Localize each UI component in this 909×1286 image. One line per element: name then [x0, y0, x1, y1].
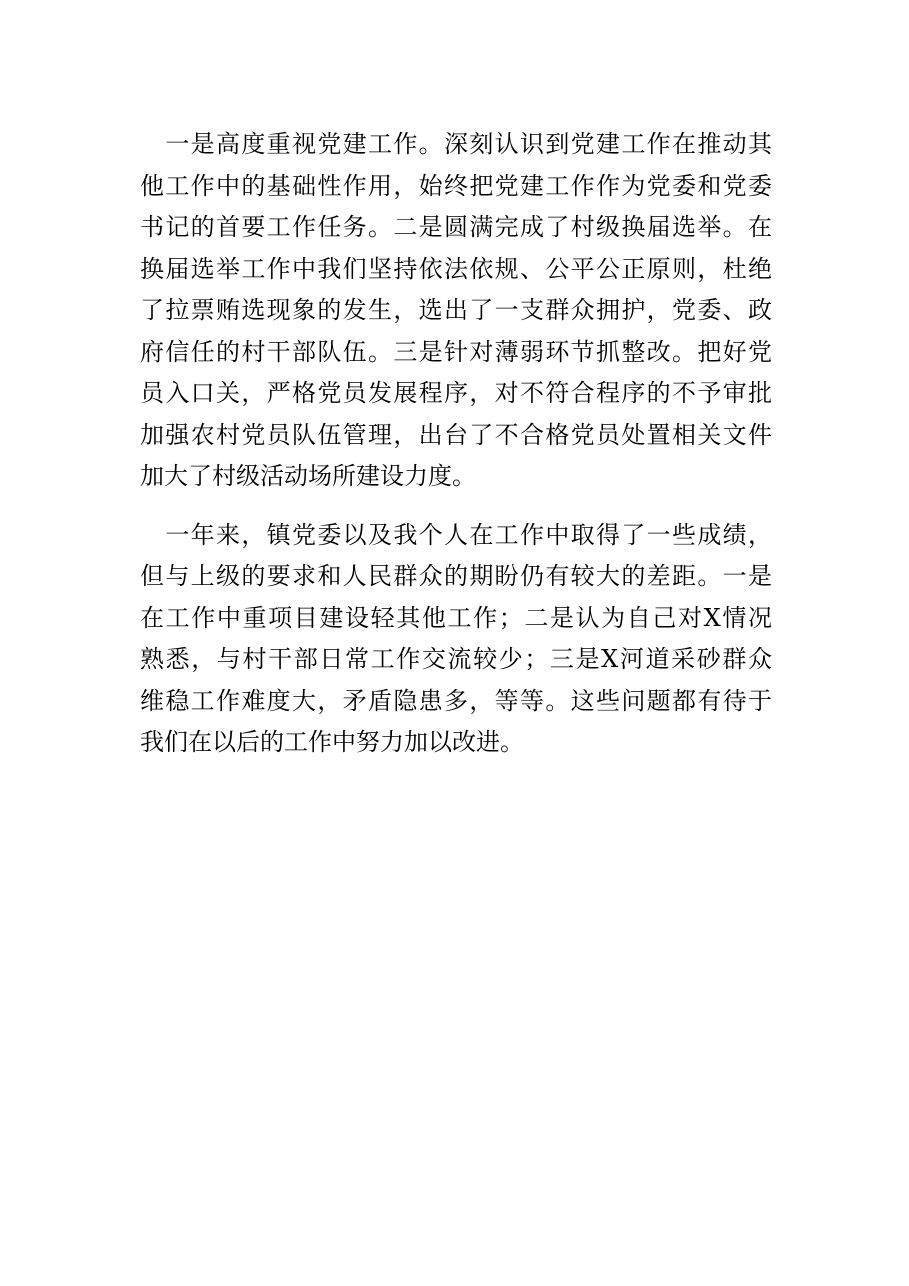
text-line: 维稳工作难度大，矛盾隐患多，等等。这些问题都有待于	[140, 686, 772, 715]
text-line: 换届选举工作中我们坚持依法依规、公平公正原则，杜绝	[140, 254, 772, 283]
paragraph-shortcomings	[140, 515, 772, 764]
text-line: 加强农村党员队伍管理，出台了不合格党员处置相关文件	[140, 420, 772, 449]
text-line: 了拉票贿选现象的发生，选出了一支群众拥护，党委、政	[140, 296, 772, 324]
text-line: 熟悉，与村干部日常工作交流较少；三是X河道采砂群众	[140, 645, 772, 673]
text-line: 但与上级的要求和人民群众的期盼仍有较大的差距。一是	[140, 562, 772, 590]
text-line: 员入口关，严格党员发展程序，对不符合程序的不予审批	[140, 379, 772, 407]
text-line: 一是高度重视党建工作。深刻认识到党建工作在推动其	[140, 130, 772, 158]
text-line: 府信任的村干部队伍。三是针对薄弱环节抓整改。把好党	[140, 337, 772, 366]
text-line: 他工作中的基础性作用，始终把党建工作作为党委和党委	[140, 171, 772, 200]
text-line: 在工作中重项目建设轻其他工作；二是认为自己对X情况	[140, 603, 772, 632]
text-line: 我们在以后的工作中努力加以改进。	[140, 728, 524, 756]
document-body	[140, 124, 772, 764]
paragraph-work-summary	[140, 124, 772, 498]
text-line: 一年来，镇党委以及我个人在工作中取得了一些成绩，	[140, 520, 772, 549]
text-line: 加大了村级活动场所建设力度。	[140, 462, 476, 490]
text-line: 书记的首要工作任务。二是圆满完成了村级换届选举。在	[140, 213, 772, 241]
